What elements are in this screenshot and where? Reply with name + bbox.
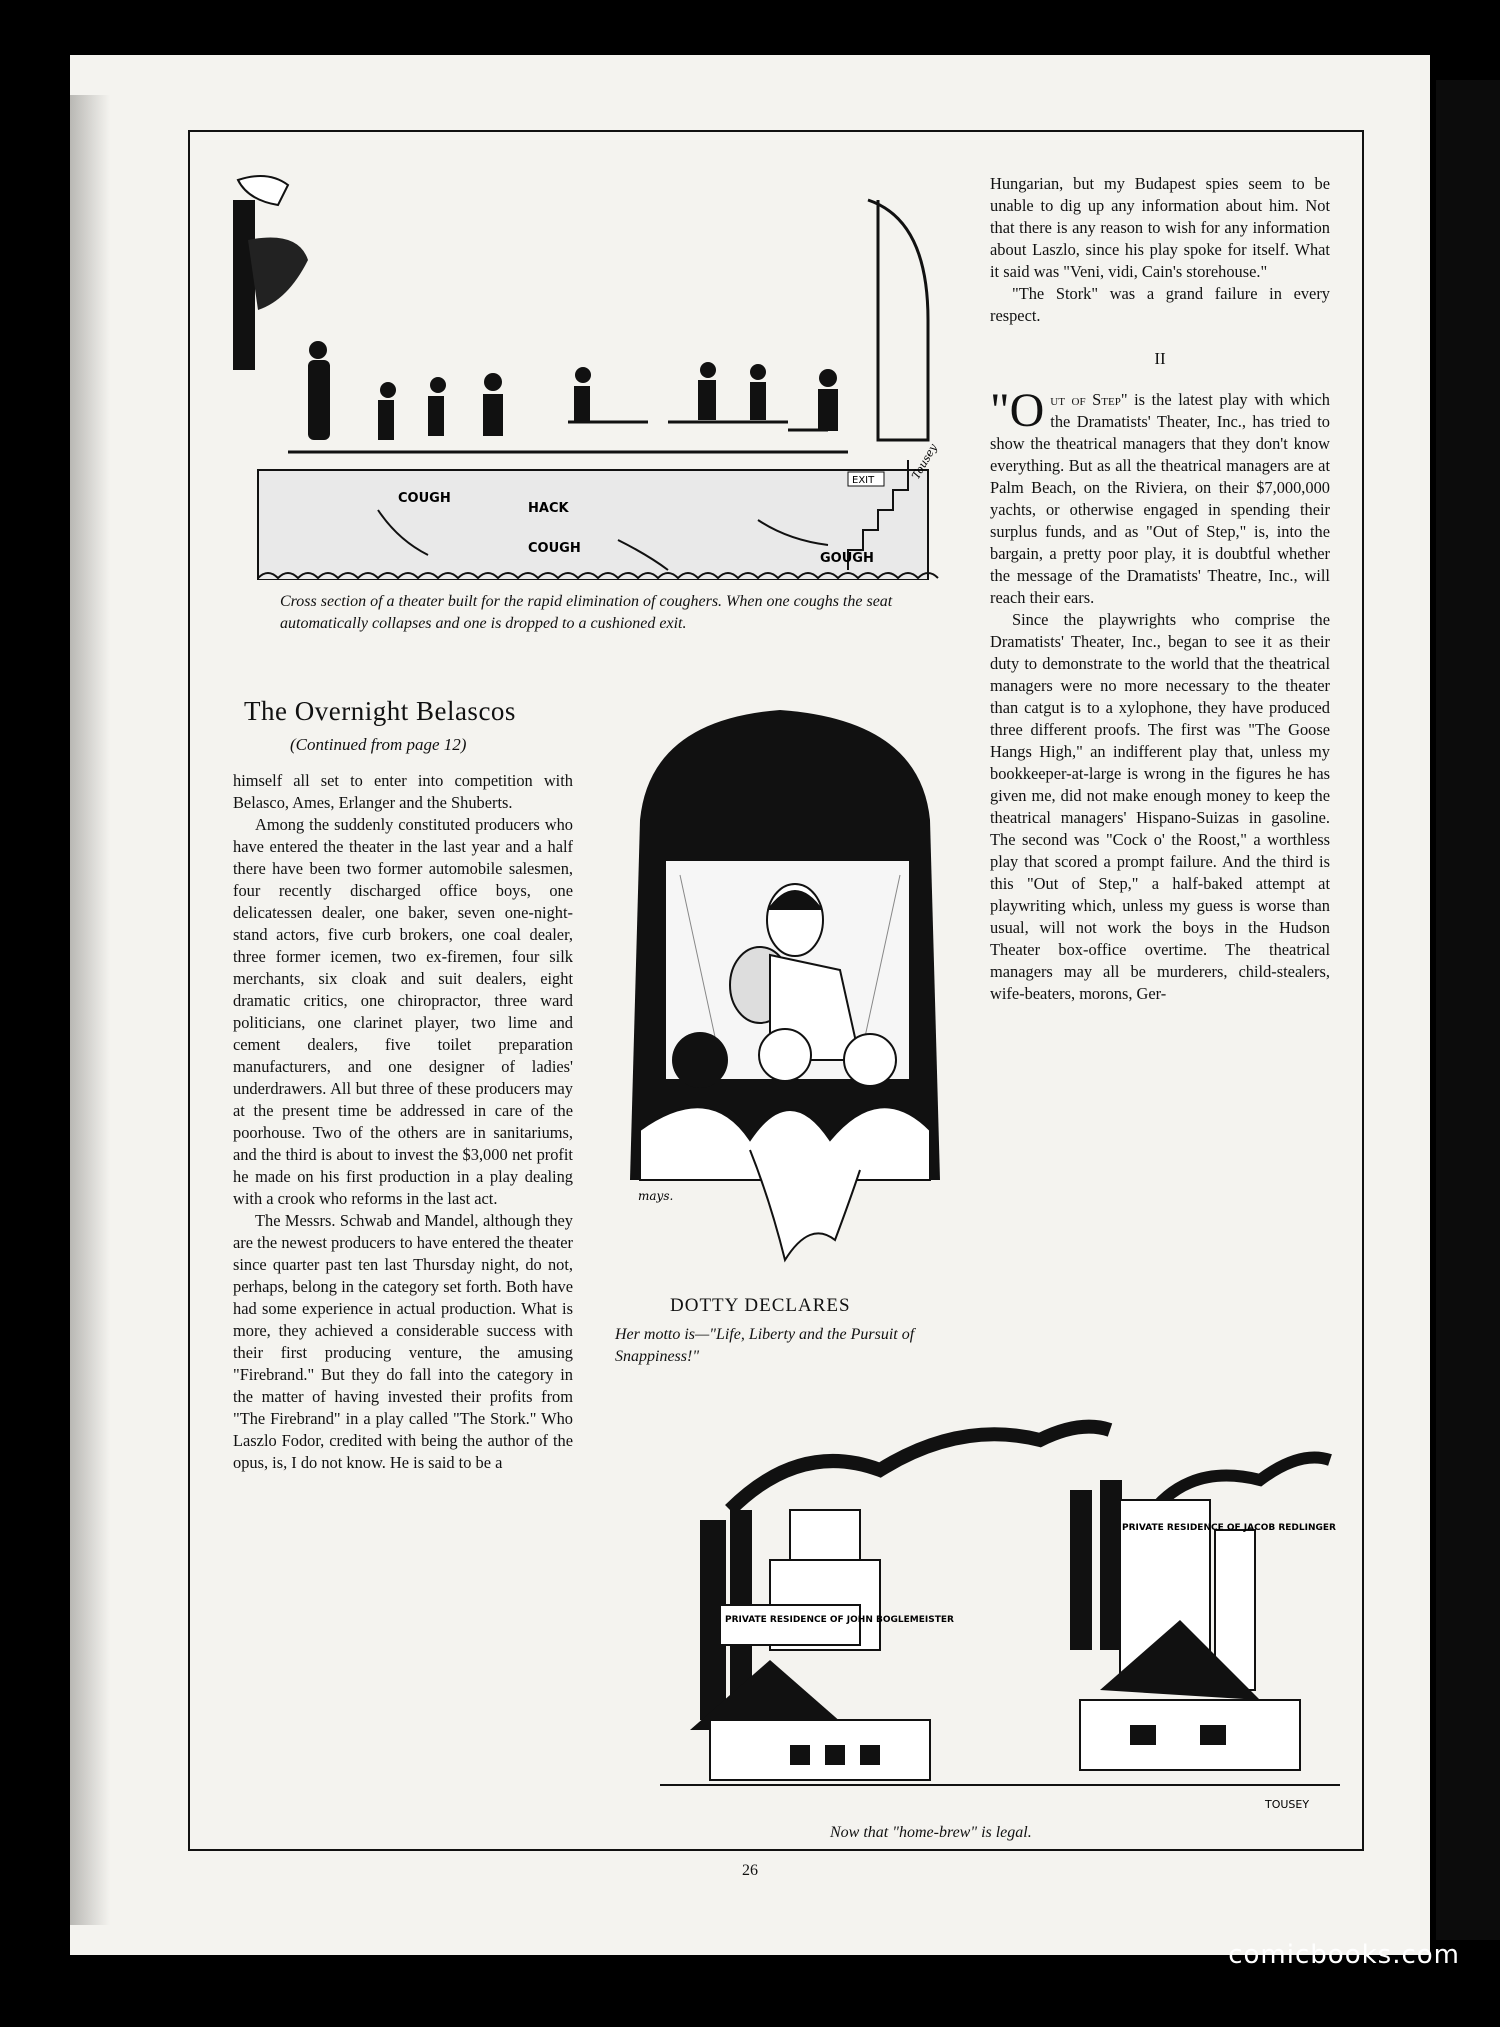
homebrew-illustration xyxy=(660,1400,1340,1820)
article-paragraph: Hungarian, but my Budapest spies seem to be unable to dig up any information about him. Not that there is any reason to wish for any information about Laszlo, since his play spoke for itself. What it said was "Veni, vidi, Cain's storehouse." xyxy=(990,174,1330,281)
article-title: The Overnight Belascos xyxy=(244,696,516,726)
theater-cross-section-drawing xyxy=(228,160,958,580)
article-column-1 xyxy=(233,770,573,1474)
residence-sign-right: PRIVATE RESIDENCE OF JACOB REDLINGER xyxy=(1122,1523,1336,1533)
sound-word: GOUGH xyxy=(820,551,874,566)
article-paragraph: himself all set to enter into competition with Belasco, Ames, Erlanger and the Shuberts. xyxy=(233,771,573,812)
dotty-caption: Her motto is—"Life, Liberty and the Pursuit of Snappiness!" xyxy=(615,1326,915,1365)
watermark: comicbooks.com xyxy=(1228,1940,1460,1970)
theater-illustration xyxy=(228,160,958,580)
page-edge xyxy=(70,95,110,1925)
article-column-3 xyxy=(990,173,1330,1005)
artist-signature: Tousey xyxy=(909,441,940,482)
dotty-drawing xyxy=(620,700,950,1280)
play-title-small-caps: ut of Step" xyxy=(1050,390,1128,409)
homebrew-caption: Now that "home-brew" is legal. xyxy=(830,1824,1032,1841)
dotty-signature: mays. xyxy=(638,1189,674,1203)
article-paragraph: Since the playwrights who comprise the Dramatists' Theater, Inc., began to see it as their duty to demonstrate to the world that the theatrical managers were no more necessary to the theater than catgut is to a xylophone, they have produced three different proofs. The first was "The Goose Hangs High," an indifferent play that, unless my bookkeeper-at-large is wrong in the figures he has given me, did not make enough money to keep the theatrical managers' Hispano-Suizas in gasoline. The second was "Cock o' the Roost," a worthless play that scored a prompt failure. And the third is this "Out of Step," a half-baked attempt at playwriting which, unless my guess is worse than usual, will not work the boys in the Hudson Theater box-office overtime. The theatrical managers may all be murderers, child-stealers, wife-beaters, morons, Ger- xyxy=(990,610,1330,1003)
sound-word: HACK xyxy=(528,501,569,516)
continued-note: (Continued from page 12) xyxy=(290,735,467,754)
article-paragraph: Among the suddenly constituted producers who have entered the theater in the last year and a half there have been two former automobile salesmen, four recently discharged office boys, one delicatessen dealer, one baker, seven one-night-stand actors, five curb brokers, one coal dealer, three former icemen, two ex-firemen, four silk merchants, six cloak and suit dealers, eight dramatic critics, one chiropractor, three ward politicians, one clarinet player, two lime and cement dealers, five toilet preparation manufacturers, and one designer of ladies' underdrawers. All but three of these producers may at the present time be addressed in care of the poorhouse. Two of the others are in sanitariums, and the third is about to invest the $3,000 net profit he made on his first production in a play dealing with a crook who reforms in the last act. xyxy=(233,815,573,1208)
article-text: is the latest play with which the Dramatists' Theater, Inc., has tried to show the theatrical managers that they don't know everything. But as all the theatrical managers are at Palm Beach, on the Riviera, on their $7,000,000 yachts, or otherwise engaged in spending their surplus funds, and as "Out of Step," is, into the bargain, a pretty poor play, it is doubtful whether the message of the Dramatists' Theatre, Inc., will reach their ears. xyxy=(990,390,1330,607)
exit-sign: EXIT xyxy=(852,475,875,486)
page-number: 26 xyxy=(742,1862,758,1879)
sound-word: COUGH xyxy=(528,541,581,556)
article-paragraph: "The Stork" was a grand failure in every respect. xyxy=(990,284,1330,325)
binding-gutter xyxy=(1436,80,1500,1940)
homebrew-drawing xyxy=(660,1400,1340,1820)
sound-word: COUGH xyxy=(398,491,451,506)
drop-cap: "O xyxy=(990,384,1045,437)
article-paragraph: The Messrs. Schwab and Mandel, although they are the newest producers to have entered the theater since quarter past ten last Thursday night, do not, perhaps, belong in the category set forth. Both have had some experience in actual production. What is more, they achieved a considerable success with their first producing venture, the amusing "Firebrand." But they do fall into the category in the matter of having invested their profits from "The Firebrand" in a play called "The Stork." Who Laszlo Fodor, credited with being the author of the opus, is, I do not know. He is said to be a xyxy=(233,1211,573,1472)
theater-caption: Cross section of a theater built for the rapid elimination of coughers. When one coughs the seat automatically collapses and one is dropped to a cushioned exit. xyxy=(280,593,893,632)
dotty-title: DOTTY DECLARES xyxy=(670,1295,851,1316)
section-two-paragraph xyxy=(990,384,1330,609)
residence-sign-left: PRIVATE RESIDENCE OF JOHN BOGLEMEISTER xyxy=(725,1615,954,1625)
section-number: II xyxy=(1154,349,1166,368)
dotty-illustration xyxy=(620,700,950,1280)
homebrew-signature: TOUSEY xyxy=(1265,1798,1310,1811)
